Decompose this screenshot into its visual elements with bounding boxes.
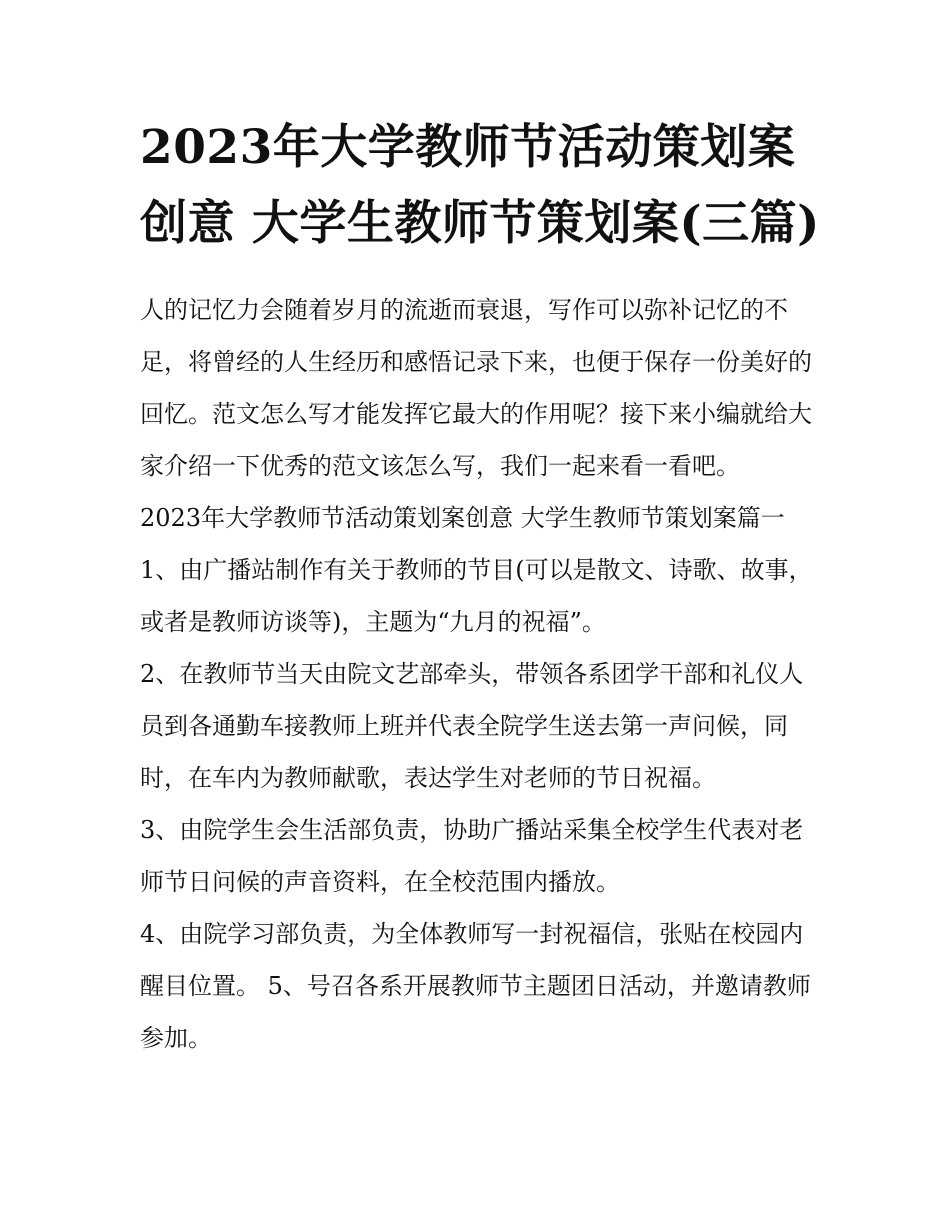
document-body [140,284,820,1064]
document-title: 2023年大学教师节活动策划案创意 大学生教师节策划案(三篇) [140,120,820,251]
list-item: 3、由院学生会生活部负责，协助广播站采集全校学生代表对老师节日问候的声音资料，在全校范围内播放。 [140,816,804,896]
section-heading: 2023年大学教师节活动策划案创意 大学生教师节策划案篇一 [140,504,785,532]
list-item: 4、由院学习部负责，为全体教师写一封祝福信，张贴在校园内醒目位置。 5、号召各系开展教师节主题团日活动，并邀请教师参加。 [140,920,811,1052]
intro-paragraph: 人的记忆力会随着岁月的流逝而衰退，写作可以弥补记忆的不足，将曾经的人生经历和感悟记录下来，也便于保存一份美好的回忆。范文怎么写才能发挥它最大的作用呢？接下来小编就给大家介绍一下优秀的范文该怎么写，我们一起来看一看吧。 [140,296,812,480]
list-item: 1、由广播站制作有关于教师的节目(可以是散文、诗歌、故事，或者是教师访谈等)，主题为“九月的祝福”。 [140,556,813,636]
document-page [140,110,820,1064]
list-item: 2、在教师节当天由院文艺部牵头，带领各系团学干部和礼仪人员到各通勤车接教师上班并代表全院学生送去第一声问候，同时，在车内为教师献歌，表达学生对老师的节日祝福。 [140,660,804,792]
